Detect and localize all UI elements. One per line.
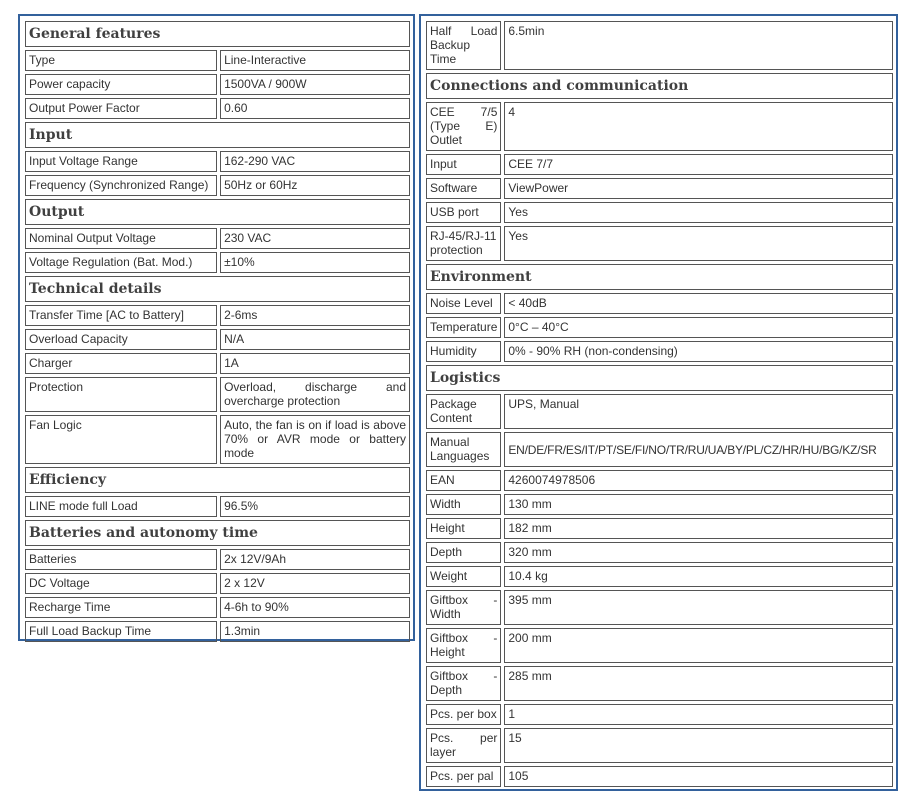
spec-value: 162-290 VAC [220, 151, 410, 172]
spec-label: Pcs. per layer [426, 728, 501, 763]
spec-panel-right [419, 14, 898, 791]
spec-value: 1 [504, 704, 893, 725]
spec-label: Humidity [426, 341, 501, 362]
spec-label: Nominal Output Voltage [25, 228, 217, 249]
spec-panel-left [18, 14, 415, 641]
spec-table-left [22, 18, 413, 645]
spec-value: 0% - 90% RH (non-condensing) [504, 341, 893, 362]
spec-value: CEE 7/7 [504, 154, 893, 175]
spec-label: Frequency (Synchronized Range) [25, 175, 217, 196]
spec-label: Height [426, 518, 501, 539]
spec-label: Giftbox - Width [426, 590, 501, 625]
spec-value: 285 mm [504, 666, 893, 701]
section-title: Batteries and autonomy time [25, 520, 410, 546]
spec-label: Transfer Time [AC to Battery] [25, 305, 217, 326]
spec-label: Input [426, 154, 501, 175]
spec-value: 15 [504, 728, 893, 763]
spec-label: USB port [426, 202, 501, 223]
section-title: General features [25, 21, 410, 47]
spec-table-right [423, 18, 896, 790]
spec-label: Giftbox - Height [426, 628, 501, 663]
spec-value: 96.5% [220, 496, 410, 517]
spec-value: Overload, discharge and overcharge protection [220, 377, 410, 412]
section-title: Logistics [426, 365, 893, 391]
spec-label: Half Load Backup Time [426, 21, 501, 70]
spec-label: LINE mode full Load [25, 496, 217, 517]
spec-value: 10.4 kg [504, 566, 893, 587]
spec-value: 182 mm [504, 518, 893, 539]
spec-value: 2-6ms [220, 305, 410, 326]
spec-label: Manual Languages [426, 432, 501, 467]
section-title: Connections and communication [426, 73, 893, 99]
spec-value: Line-Interactive [220, 50, 410, 71]
spec-label: Power capacity [25, 74, 217, 95]
spec-label: Charger [25, 353, 217, 374]
spec-label: Full Load Backup Time [25, 621, 217, 642]
spec-value: 2x 12V/9Ah [220, 549, 410, 570]
spec-label: Voltage Regulation (Bat. Mod.) [25, 252, 217, 273]
spec-label: Type [25, 50, 217, 71]
spec-label: Output Power Factor [25, 98, 217, 119]
spec-value: 1A [220, 353, 410, 374]
spec-value: 1500VA / 900W [220, 74, 410, 95]
spec-label: Noise Level [426, 293, 501, 314]
spec-label: DC Voltage [25, 573, 217, 594]
spec-value: 105 [504, 766, 893, 787]
spec-value: 130 mm [504, 494, 893, 515]
section-title: Output [25, 199, 410, 225]
spec-value: ±10% [220, 252, 410, 273]
spec-label: Fan Logic [25, 415, 217, 464]
spec-label: Overload Capacity [25, 329, 217, 350]
spec-value: 320 mm [504, 542, 893, 563]
spec-label: Width [426, 494, 501, 515]
spec-value: 230 VAC [220, 228, 410, 249]
spec-label: EAN [426, 470, 501, 491]
spec-label: CEE 7/5 (Type E) Outlet [426, 102, 501, 151]
spec-value: 50Hz or 60Hz [220, 175, 410, 196]
spec-value: < 40dB [504, 293, 893, 314]
spec-value: 6.5min [504, 21, 893, 70]
spec-label: Pcs. per box [426, 704, 501, 725]
spec-label: Weight [426, 566, 501, 587]
spec-label: Input Voltage Range [25, 151, 217, 172]
spec-value: ViewPower [504, 178, 893, 199]
spec-value: Auto, the fan is on if load is above 70% or AVR mode or battery mode [220, 415, 410, 464]
section-title: Input [25, 122, 410, 148]
spec-value: Yes [504, 226, 893, 261]
spec-value: N/A [220, 329, 410, 350]
spec-value: 0.60 [220, 98, 410, 119]
spec-value: 4-6h to 90% [220, 597, 410, 618]
spec-label: Recharge Time [25, 597, 217, 618]
spec-label: RJ-45/RJ-11 protection [426, 226, 501, 261]
spec-label: Package Content [426, 394, 501, 429]
spec-value: 4 [504, 102, 893, 151]
section-title: Technical details [25, 276, 410, 302]
section-title: Environment [426, 264, 893, 290]
spec-label: Giftbox - Depth [426, 666, 501, 701]
section-title: Efficiency [25, 467, 410, 493]
spec-label: Temperature [426, 317, 501, 338]
spec-value: UPS, Manual [504, 394, 893, 429]
spec-label: Software [426, 178, 501, 199]
spec-value: 4260074978506 [504, 470, 893, 491]
spec-value: Yes [504, 202, 893, 223]
spec-value: EN/DE/FR/ES/IT/PT/SE/FI/NO/TR/RU/UA/BY/PL/CZ/HR/HU/BG/KZ/SR [504, 432, 893, 467]
spec-value: 0°C – 40°C [504, 317, 893, 338]
spec-value: 1.3min [220, 621, 410, 642]
spec-label: Depth [426, 542, 501, 563]
spec-label: Pcs. per pal [426, 766, 501, 787]
spec-label: Batteries [25, 549, 217, 570]
spec-value: 200 mm [504, 628, 893, 663]
spec-value: 2 x 12V [220, 573, 410, 594]
spec-value: 395 mm [504, 590, 893, 625]
spec-label: Protection [25, 377, 217, 412]
